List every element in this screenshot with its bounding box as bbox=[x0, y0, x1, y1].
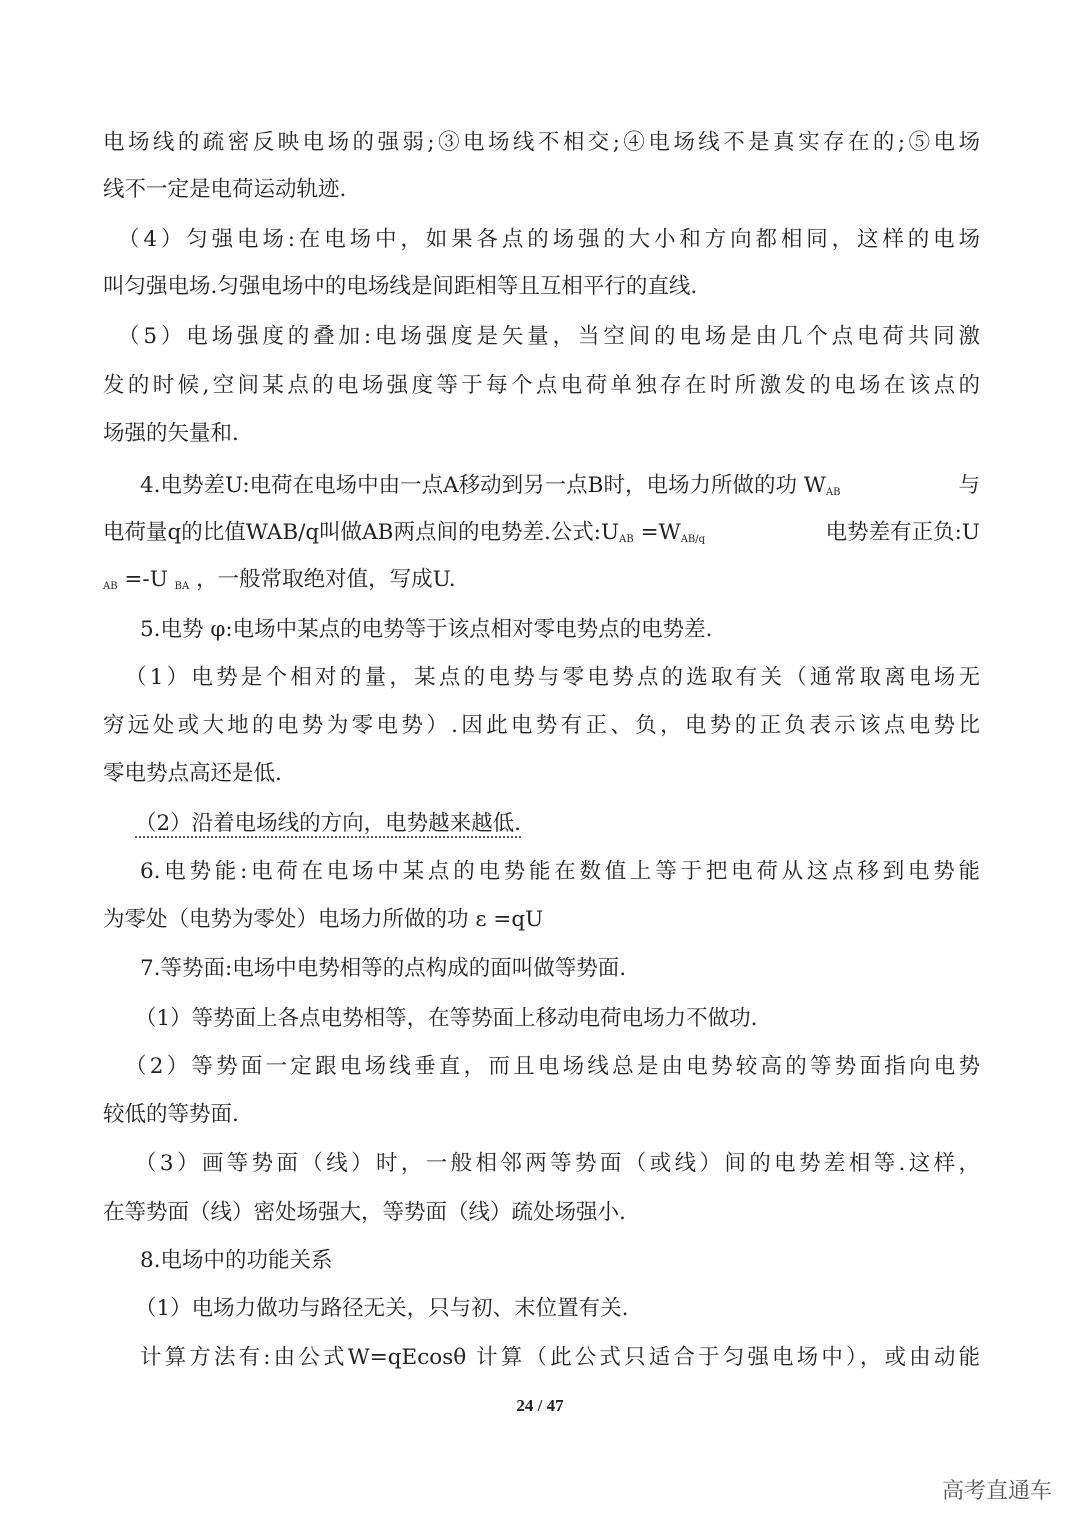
text-line: 8.电场中的功能关系 bbox=[140, 1248, 333, 1273]
text-line: （2）等势面一定跟电场线垂直，而且电场线总是由电势较高的等势面指向电势 bbox=[125, 1054, 980, 1079]
text-line bbox=[103, 509, 980, 557]
text-line: 场强的矢量和. bbox=[103, 421, 239, 446]
text-line: 发的时候,空间某点的电场强度等于每个点电荷单独存在时所激发的电场在该点的 bbox=[103, 373, 980, 398]
text-line bbox=[103, 556, 980, 604]
line-text: 与 bbox=[958, 473, 980, 498]
watermark: 高考直通车 bbox=[941, 1479, 1052, 1504]
text-line bbox=[135, 800, 1012, 848]
text-line: （3）画等势面（线）时，一般相邻两等势面（或线）间的电势差相等.这样， bbox=[135, 1151, 980, 1176]
text-line: 穷远处或大地的电势为零电势）.因此电势有正、负，电势的正负表示该点电势比 bbox=[103, 713, 980, 738]
text-line: （4）匀强电场:在电场中，如果各点的场强的大小和方向都相同，这样的电场 bbox=[118, 227, 980, 252]
text-line: 7.等势面:电场中电势相等的点构成的面叫做等势面. bbox=[140, 956, 627, 981]
line-text: ，一般常取绝对值，写成U. bbox=[196, 567, 456, 592]
text-line: 叫匀强电场.匀强电场中的电场线是间距相等且互相平行的直线. bbox=[103, 274, 698, 299]
text-line bbox=[140, 462, 980, 510]
subscript: AB bbox=[825, 487, 841, 498]
text-line: 电场线的疏密反映电场的强弱;③电场线不相交;④电场线不是真实存在的;⑤电场 bbox=[103, 130, 980, 155]
text-line: 计算方法有:由公式W=qEcosθ 计算（此公式只适合于匀强电场中），或由动能 bbox=[140, 1345, 980, 1370]
text-line: 线不一定是电荷运动轨迹. bbox=[103, 177, 347, 202]
text-line: 5.电势 φ:电场中某点的电势等于该点相对零电势点的电势差. bbox=[140, 617, 713, 642]
line-text: 电势差有正负:U bbox=[825, 520, 980, 545]
text-line: 为零处（电势为零处）电场力所做的功 ε =qU bbox=[103, 907, 544, 932]
page-number: 24 / 47 bbox=[516, 1396, 564, 1415]
text-line: （1）等势面上各点电势相等，在等势面上移动电荷电场力不做功. bbox=[135, 1006, 758, 1031]
text-line: （1）电场力做功与路径无关，只与初、末位置有关. bbox=[135, 1296, 629, 1321]
text-line: 较低的等势面. bbox=[103, 1102, 239, 1127]
line-text: 4.电势差U:电荷在电场中由一点A移动到另一点B时，电场力所做的功 W bbox=[140, 473, 826, 498]
line-text: =-U bbox=[124, 567, 168, 592]
subscript: BA bbox=[174, 581, 190, 592]
text-line: 在等势面（线）密处场强大，等势面（线）疏处场强小. bbox=[103, 1200, 626, 1225]
text-line: （5）电场强度的叠加:电场强度是矢量，当空间的电场是由几个点电荷共同激 bbox=[118, 324, 980, 349]
line-text: 电荷量q的比值WAB/q叫做AB两点间的电势差.公式:U bbox=[103, 520, 620, 545]
text-line: 零电势点高还是低. bbox=[103, 761, 282, 786]
subscript: AB bbox=[619, 534, 634, 545]
text-line: 6.电势能:电荷在电场中某点的电势能在数值上等于把电荷从这点移到电势能 bbox=[140, 859, 980, 884]
underlined-text: （2）沿着电场线的方向，电势越来越低. bbox=[135, 811, 522, 836]
line-text: =W bbox=[633, 520, 681, 545]
subscript: AB/q bbox=[680, 534, 706, 545]
text-line: （1）电势是个相对的量，某点的电势与零电势点的选取有关（通常取离电场无 bbox=[125, 665, 980, 690]
subscript: AB bbox=[103, 581, 118, 592]
